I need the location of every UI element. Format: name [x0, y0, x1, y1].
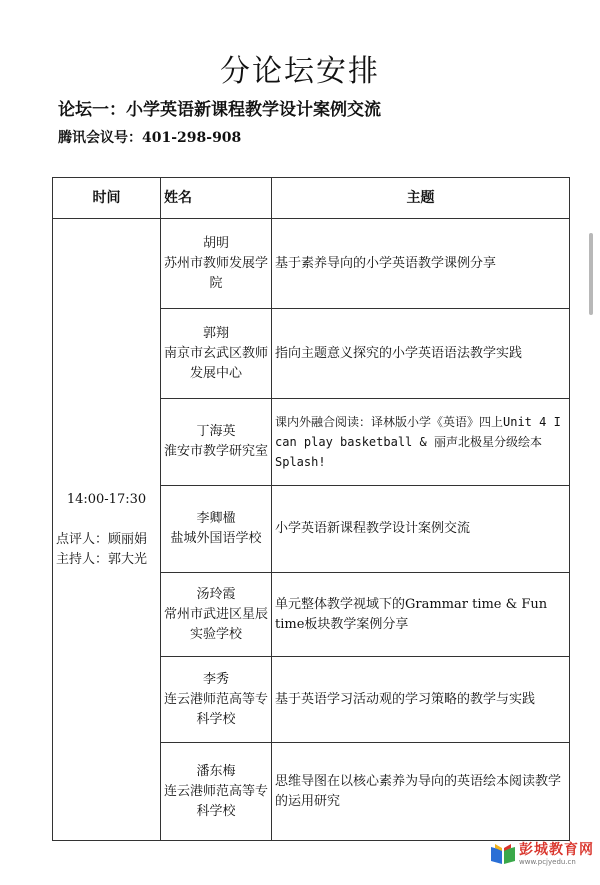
topic-cell: 课内外融合阅读：译林版小学《英语》四上Unit 4 I can play basketball & 丽声北极星分级绘本 Splash!: [272, 399, 570, 486]
topic-cell: 指向主题意义探究的小学英语语法教学实践: [272, 309, 570, 399]
forum-title: 论坛一：小学英语新课程教学设计案例交流: [58, 100, 381, 120]
topic-cell: 小学英语新课程教学设计案例交流: [272, 486, 570, 573]
speaker-org: 淮安市教学研究室: [164, 444, 269, 459]
speaker-org: 南京市玄武区教师发展中心: [164, 345, 269, 381]
speaker-cell: [161, 309, 272, 399]
book-logo-icon: [490, 843, 516, 865]
time-cell: [53, 219, 161, 841]
speaker-org: 常州市武进区星辰实验学校: [164, 606, 269, 642]
scrollbar-thumb[interactable]: [589, 233, 593, 315]
header-name: 姓名: [161, 178, 272, 219]
table-row: [53, 219, 570, 309]
table-header-row: [53, 178, 570, 219]
speaker-cell: [161, 743, 272, 841]
reviewer: 点评人：顾丽娟: [56, 531, 148, 547]
speaker-name: 胡明: [202, 235, 229, 251]
header-time: 时间: [53, 178, 161, 219]
topic-cell: 思维导图在以核心素养为导向的英语绘本阅读教学的运用研究: [272, 743, 570, 841]
topic-cell: 基于素养导向的小学英语教学课例分享: [272, 219, 570, 309]
header-topic: 主题: [272, 178, 570, 219]
time-range: 14:00-17:30: [66, 491, 147, 507]
schedule-table: [52, 177, 570, 841]
speaker-name: 潘东梅: [196, 763, 236, 779]
speaker-org: 连云港师范高等专科学校: [164, 783, 269, 819]
host: 主持人：郭大光: [56, 551, 148, 567]
speaker-org: 连云港师范高等专科学校: [164, 691, 269, 727]
speaker-cell: [161, 573, 272, 657]
speaker-cell: [161, 486, 272, 573]
speaker-cell: [161, 219, 272, 309]
watermark-text: 彭城教育网: [519, 841, 594, 858]
topic-cell: 单元整体教学视域下的Grammar time & Fun time板块教学案例分享: [272, 573, 570, 657]
speaker-org: 苏州市教师发展学院: [164, 255, 269, 291]
meeting-id: 腾讯会议号：401-298-908: [58, 130, 242, 146]
speaker-name: 丁海英: [196, 424, 236, 439]
speaker-org: 盐城外国语学校: [170, 531, 262, 546]
speaker-name: 汤玲霞: [196, 586, 236, 602]
page-title: 分论坛安排: [220, 54, 380, 89]
speaker-name: 郭翔: [202, 325, 229, 341]
speaker-name: 李秀: [202, 671, 229, 687]
speaker-cell: [161, 399, 272, 486]
watermark: [490, 842, 594, 866]
speaker-name: 李卿楹: [196, 511, 236, 526]
watermark-url: www.pcjyedu.cn: [519, 857, 576, 866]
topic-cell: 基于英语学习活动观的学习策略的教学与实践: [272, 657, 570, 743]
speaker-cell: [161, 657, 272, 743]
